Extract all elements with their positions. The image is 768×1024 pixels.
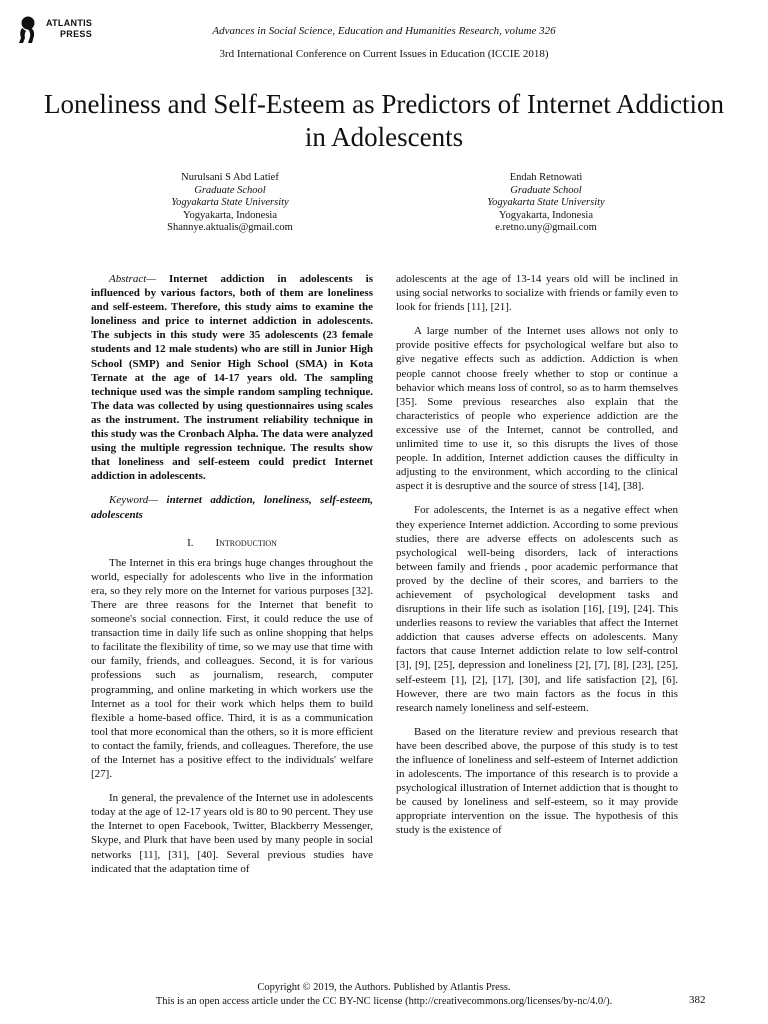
author-name: Endah Retnowati	[509, 172, 583, 183]
author-dept: Graduate School	[510, 184, 582, 196]
journal-header: Advances in Social Science, Education and Humanities Research, volume 326	[212, 25, 556, 37]
author-university: Yogyakarta State University	[171, 197, 289, 208]
author-email: Shannye.aktualis@gmail.com	[167, 222, 293, 233]
section-heading	[91, 536, 373, 550]
paragraph: For adolescents, the Internet is as a negative effect when they experience Internet addiction. According to some previous studies, there are adverse effects on adolescents such as psychological well-being disorders, lack of interactions between family and friends , poor academic performance that proved by the decline of their scores, and barriers to the achievement of psychological development tasks and disruptions in their life such as isolation [16], [19], [24]. This underlies reasons to review the variables that affect the Internet addiction that causes adverse effects on adolescents. Many factors that cause Internet addiction relate to low self-control [3], [9], [25], depression and loneliness [2], [7], [8], [23], [25], self-esteem [1], [2], [17], [30], and life satisfaction [2], [6]. However, there are two main factors as the focus in this research namely loneliness and self-esteem.	[396, 504, 678, 714]
paragraph: adolescents at the age of 13-14 years old will be inclined in using social networks to socialize with friends or family even to look for friends [11], [21].	[396, 273, 678, 314]
author-university: Yogyakarta State University	[487, 197, 605, 208]
author-dept: Graduate School	[194, 184, 266, 196]
abstract-label: Abstract—	[109, 273, 157, 285]
paragraph: A large number of the Internet uses allows not only to provide positive effects for psychological welfare but also to give negative effects such as addiction. Addiction is when people cannot choose freely whether to stop or continue a behavior which means loss of control, so as to harm themselves [35]. Some previous researches also explain that the characteristics of people who experience addiction are the excessive use of the Internet, cannot be controlled, and unlimited time to use it, so this disrupts the lives of those people. In addition, Internet addiction causes the difficulty in adjusting to the environment, which according to the clinical aspect it is desruptive and the source of stress [14], [38].	[396, 325, 678, 493]
paragraph: The Internet in this era brings huge changes throughout the world, especially for adolescents who live in the information era, so they rely more on the Internet for various purposes [32]. There are three reasons for the Internet that benefit to someone's social connection. First, it could reduce the use of transaction time in daily life such as online shopping that helps to facilitate the flexibility of time, so we may use that time with our family, friends, and colleagues. Second, it is for various professions such as journalism, research, computer programming, and online marketing in which workers use the Internet as a tool for their work which helps them to build flexible a home-based office. Third, it is as a communication tool that more economical than the others, so it is more efficient to contact the family, friends, and colleagues. Therefore, the use of the Internet has a positive effect to the individuals' welfare [27].	[91, 556, 373, 781]
author-name: Nurulsani S Abd Latief	[181, 172, 279, 183]
author-location: Yogyakarta, Indonesia	[499, 209, 593, 221]
abstract-text: Internet addiction in adolescents is influenced by various factors, both of them are loneliness and self-esteem. Therefore, this study aims to examine the loneliness and price to internet addiction in adolescents. The subjects in this study were 35 adolescents (23 female students and 12 male students) who are still in Junior High School (SMP) and Senior High School (SMA) in Kota Ternate at the age of 14-17 years old. The sampling technique used was the simple random sampling technique. The data was collected by using questionnaires using scales as the instrument. The instrument reliability technique in this study was the Cronbach Alpha. The data were analyzed using the multiple regression technique. The results show that loneliness and self-esteem could predict Internet addiction in adolescents.	[91, 273, 373, 483]
right-column	[396, 272, 678, 848]
logo-line2: PRESS	[60, 29, 93, 39]
keywords	[91, 493, 373, 521]
author-block	[130, 172, 330, 235]
keywords-text: internet addiction, loneliness, self-esteem, adolescents	[91, 494, 373, 521]
paper-title: Loneliness and Self-Esteem as Predictors of Internet Addiction in Adolescents	[43, 89, 725, 152]
page-footer	[0, 981, 768, 1009]
abstract	[91, 272, 373, 483]
paragraph: In general, the prevalence of the Internet use in adolescents today at the age of 12-17 years old is 80 to 90 percent. They use the Internet to open Facebook, Twitter, Blackberry Messenger, Skype, and Plurk that have been used by many people in social networks [11], [31], [40]. Several previous studies have indicated that the adaptation time of	[91, 792, 373, 875]
author-email: e.retno.uny@gmail.com	[495, 222, 597, 233]
left-column	[91, 272, 373, 886]
logo-line1: ATLANTIS	[46, 18, 93, 28]
author-block	[446, 172, 646, 235]
license-line: This is an open access article under the CC BY-NC license (http://creativecommons.org/licenses/by-nc/4.0/).	[155, 996, 613, 1007]
page-number: 382	[689, 994, 706, 1006]
keywords-label: Keyword—	[109, 494, 159, 507]
section-number: I.	[187, 536, 194, 549]
section-title: Introduction	[215, 536, 277, 549]
copyright-line: Copyright © 2019, the Authors. Published by Atlantis Press.	[257, 982, 511, 993]
author-location: Yogyakarta, Indonesia	[183, 209, 277, 221]
paragraph: Based on the literature review and previous research that have been described above, the purpose of this study is to test the influence of loneliness and self-esteem of Internet addiction in adolescents. The importance of this research is to provide a psychological illustration of Internet addiction that is thought to be caused by loneliness and self-esteem, so it may provide appropriate intervention on the issue. The hypothesis of this study is the existence of	[396, 725, 678, 837]
conference-header: 3rd International Conference on Current Issues in Education (ICCIE 2018)	[219, 48, 549, 60]
